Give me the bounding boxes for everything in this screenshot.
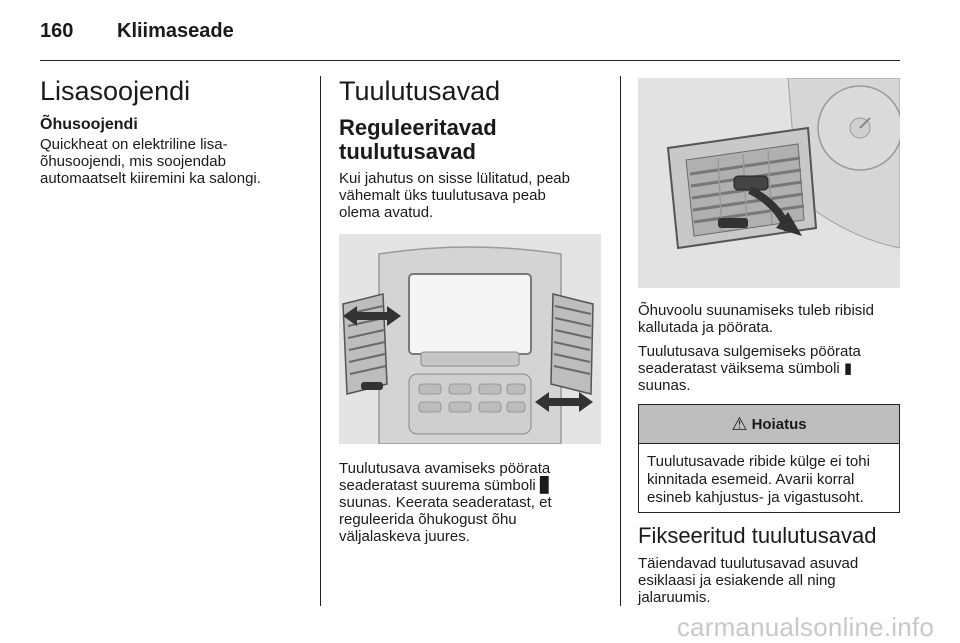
- section-heading-fikseeritud: Fikseeritud tuulutusavad: [638, 523, 877, 548]
- warning-header: [639, 405, 899, 444]
- column-divider-1: [320, 76, 321, 606]
- text-line: Õhuvoolu suunamiseks tuleb ribisid: [638, 302, 874, 319]
- text-line: kallutada ja pöörata.: [638, 319, 774, 336]
- text-line: seaderatast väiksema sümboli ▮: [638, 360, 853, 377]
- text-line: olema avatud.: [339, 204, 434, 221]
- text-line: Täiendavad tuulutusavad asuvad: [638, 555, 859, 572]
- text-line: jalaruumis.: [638, 589, 711, 606]
- paragraph-open-vent: [339, 460, 552, 545]
- text-line: esineb kahjustus- ja vigastusoht.: [647, 489, 864, 506]
- section-heading-lisasoojendi: Lisasoojendi: [40, 76, 191, 106]
- subheading-line: tuulutusavad: [339, 139, 476, 164]
- warning-title: Hoiatus: [751, 415, 807, 433]
- section-heading-tuulutusavad: Tuulutusavad: [339, 76, 501, 106]
- header-rule: [40, 60, 900, 61]
- figure-side-vent: [638, 78, 900, 288]
- chapter-title: Kliimaseade: [117, 20, 234, 42]
- page-number: 160: [40, 20, 74, 42]
- paragraph-fixed-vents: [638, 555, 858, 606]
- text-line: automaatselt kiiremini ka salongi.: [40, 170, 261, 187]
- subheading-ohusoojendi: Õhusoojendi: [40, 116, 138, 133]
- text-line: Tuulutusavade ribide külge ei tohi: [647, 453, 870, 470]
- text-line: esiklaasi ja esiakende all ning: [638, 572, 836, 589]
- text-line: suunas.: [638, 377, 691, 394]
- text-line: Kui jahutus on sisse lülitatud, peab: [339, 170, 570, 187]
- text-line: Tuulutusava sulgemiseks pöörata: [638, 343, 861, 360]
- figure-dashboard-vents: [339, 234, 601, 444]
- warning-box: [638, 404, 900, 513]
- column-divider-2: [620, 76, 621, 606]
- text-line: suunas. Keerata seaderatast, et: [339, 494, 552, 511]
- text-line: seaderatast suurema sümboli ▊: [339, 477, 552, 494]
- warning-triangle-icon: ⚠: [731, 413, 748, 435]
- paragraph-direct-airflow: [638, 302, 874, 336]
- text-line: õhusoojendi, mis soojendab: [40, 153, 226, 170]
- watermark: carmanualsonline.info: [676, 612, 934, 642]
- subheading-line: Reguleeritavad: [339, 115, 497, 140]
- text-line: reguleerida õhukogust õhu: [339, 511, 517, 528]
- paragraph-quickheat: [40, 136, 261, 187]
- dashboard-vents-illustration: [339, 234, 601, 444]
- text-line: väljalaskeva juures.: [339, 528, 470, 545]
- side-vent-illustration: [638, 78, 900, 288]
- text-line: kinnitada esemeid. Avarii korral: [647, 471, 855, 488]
- subheading-reguleeritavad: [339, 116, 497, 164]
- paragraph-intro: [339, 170, 570, 221]
- text-line: vähemalt üks tuulutusava peab: [339, 187, 546, 204]
- warning-text: [639, 444, 899, 516]
- text-line: Quickheat on elektriline lisa-: [40, 136, 228, 153]
- paragraph-close-vent: [638, 343, 861, 394]
- text-line: Tuulutusava avamiseks pöörata: [339, 460, 551, 477]
